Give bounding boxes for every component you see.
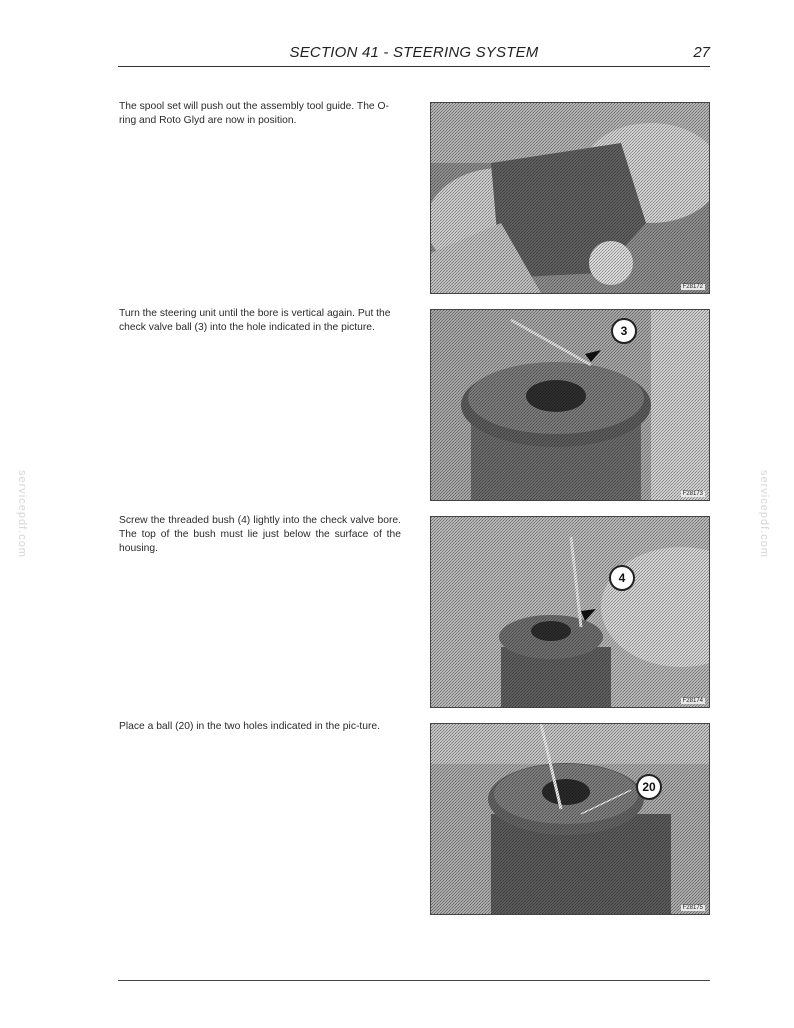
step-4-photo: [430, 723, 710, 915]
step-3-text: Screw the threaded bush (4) lightly into the check valve bore. The top of the bush must lie just below the surface of the housing.: [119, 515, 401, 554]
step-2-figure-code: F28173: [682, 491, 703, 497]
step-3-illustration: [431, 517, 709, 707]
step-1-text: The spool set will push out the assembly tool guide. The O-ring and Roto Glyd are now in position.: [119, 101, 389, 126]
page-number: 27: [693, 44, 710, 61]
step-2-text: Turn the steering unit until the bore is vertical again. Put the check valve ball (3) into the hole indicated in the picture.: [119, 308, 391, 333]
footer-rule: [118, 980, 710, 981]
step-4-figure-code: F28175: [682, 905, 703, 911]
section-title: SECTION 41 - STEERING SYSTEM: [289, 44, 539, 61]
step-4-illustration: [431, 724, 709, 914]
step-1-figure-code: F28172: [682, 284, 703, 290]
step-3-photo: [430, 516, 710, 708]
step-3-figure-code: F28174: [682, 698, 703, 704]
callout-3: 3: [611, 318, 637, 344]
step-1-photo: [430, 102, 710, 294]
step-2-photo: [430, 309, 710, 501]
callout-20: 20: [636, 774, 662, 800]
page-header: [118, 44, 710, 67]
callout-4: 4: [609, 565, 635, 591]
watermark-right: servicepdf.com: [758, 470, 770, 558]
step-4-text: Place a ball (20) in the two holes indicated in the pic-ture.: [119, 721, 381, 732]
step-2-illustration: [431, 310, 709, 500]
step-1-illustration: [431, 103, 709, 293]
watermark-left: servicepdf.com: [16, 470, 28, 558]
